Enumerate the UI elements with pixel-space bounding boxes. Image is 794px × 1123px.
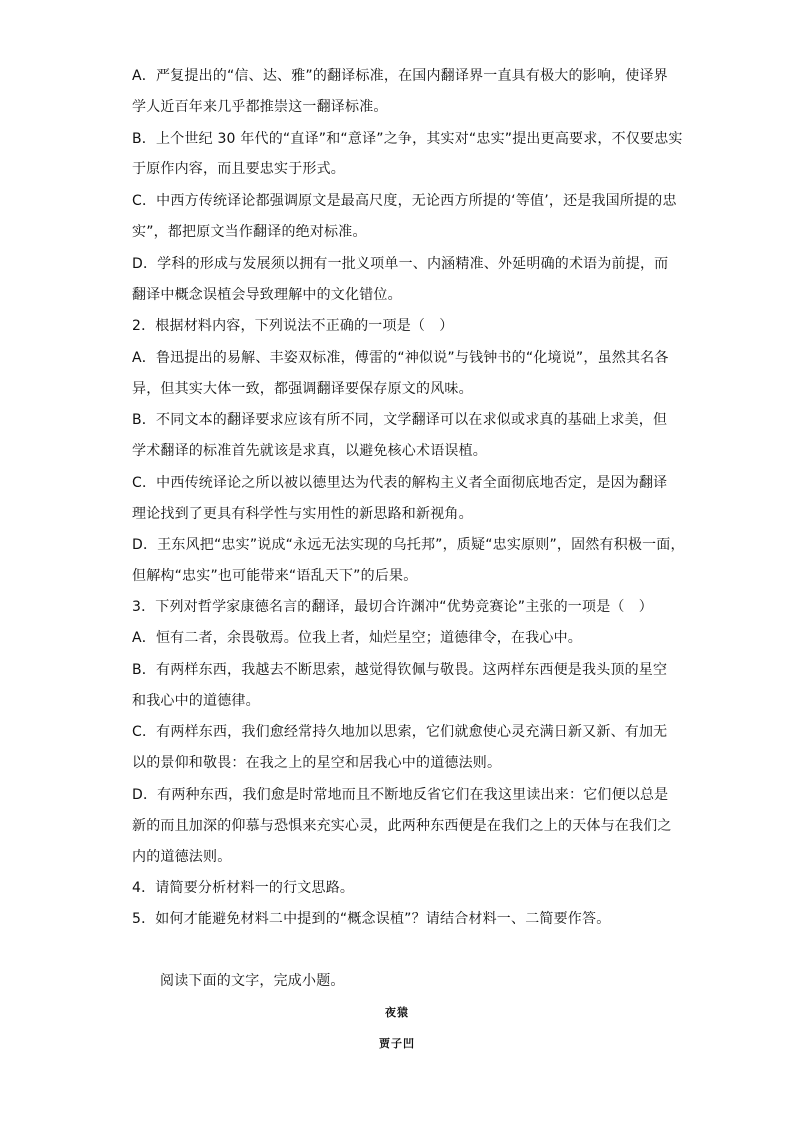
question-4: 4．请简要分析材料一的行文思路。 bbox=[132, 880, 355, 896]
text-line: C．中西方传统译论都强调原文是最高尺度，无论西方所提的‘等值’，还是我国所提的忠 bbox=[132, 193, 677, 209]
text-line: B．有两样东西，我越去不断思索，越觉得钦佩与敬畏。这两样东西便是我头顶的星空 bbox=[132, 662, 668, 678]
poem-author: 贾子凹 bbox=[379, 1037, 415, 1050]
text-line: 但解构“忠实”也可能带来“语乱天下”的后果。 bbox=[132, 568, 418, 584]
text-line: B．不同文本的翻译要求应该有所不同，文学翻译可以在求似或求真的基础上求美，但 bbox=[132, 412, 668, 428]
text-line: A．鲁迅提出的易解、丰姿双标准，傅雷的“神似说”与钱钟书的“化境说”，虽然其名各 bbox=[132, 350, 669, 366]
text-line: 异，但其实大体一致，都强调翻译要保存原文的风味。 bbox=[132, 381, 473, 397]
text-line: C．有两样东西，我们愈经常持久地加以思索，它们就愈使心灵充满日新又新、有加无 bbox=[132, 724, 668, 740]
text-line: 内的道德法则。 bbox=[132, 849, 232, 865]
text-line: B．上个世纪 30 年代的“直译”和“意译”之争，其实对“忠实”提出更高要求，不仅要忠实 bbox=[132, 131, 683, 147]
text-line: 和我心中的道德律。 bbox=[132, 693, 260, 709]
question-5: 5．如何才能避免材料二中提到的“概念误植”？请结合材料一、二简要作答。 bbox=[132, 911, 611, 927]
text-line: D．王东风把“忠实”说成“永远无法实现的乌托邦”，质疑“忠实原则”，固然有积极一面， bbox=[132, 537, 685, 553]
text-line: 实”，都把原文当作翻译的绝对标准。 bbox=[132, 224, 367, 240]
text-line: 新的而且加深的仰慕与恐惧来充实心灵，此两种东西便是在我们之上的天体与在我们之 bbox=[132, 818, 672, 834]
text-line: 学术翻译的标准首先就该是求真，以避免核心术语误植。 bbox=[132, 443, 487, 459]
text-line: 以的景仰和敬畏：在我之上的星空和居我心中的道德法则。 bbox=[132, 755, 502, 771]
text-line: 理论找到了更具有科学性与实用性的新思路和新视角。 bbox=[132, 506, 473, 522]
text-line: D．有两种东西，我们愈是时常地而且不断地反省它们在我这里读出来：它们便以总是 bbox=[132, 787, 669, 803]
question-2: 2．根据材料内容，下列说法不正确的一项是（ ） bbox=[132, 318, 454, 334]
reading-instruction: 阅读下面的文字，完成小题。 bbox=[160, 973, 345, 989]
text-line: D．学科的形成与发展须以拥有一批义项单一、内涵精准、外延明确的术语为前提，而 bbox=[132, 256, 669, 272]
question-3: 3．下列对哲学家康德名言的翻译，最切合许渊冲“优势竞赛论”主张的一项是（ ） bbox=[132, 599, 654, 615]
text-line: C．中西传统译论之所以被以德里达为代表的解构主义者全面彻底地否定，是因为翻译 bbox=[132, 475, 668, 491]
text-line: 于原作内容，而且要忠实于形式。 bbox=[132, 161, 345, 177]
text-line: 翻译中概念误植会导致理解中的文化错位。 bbox=[132, 287, 402, 303]
text-line: A．严复提出的“信、达、雅”的翻译标准，在国内翻译界一直具有极大的影响，使译界 bbox=[132, 68, 668, 84]
text-line: 学人近百年来几乎都推崇这一翻译标准。 bbox=[132, 99, 388, 115]
poem-title: 夜猿 bbox=[385, 1006, 409, 1019]
text-line: A．恒有二者，余畏敬焉。位我上者，灿烂星空；道德律令，在我心中。 bbox=[132, 630, 582, 646]
